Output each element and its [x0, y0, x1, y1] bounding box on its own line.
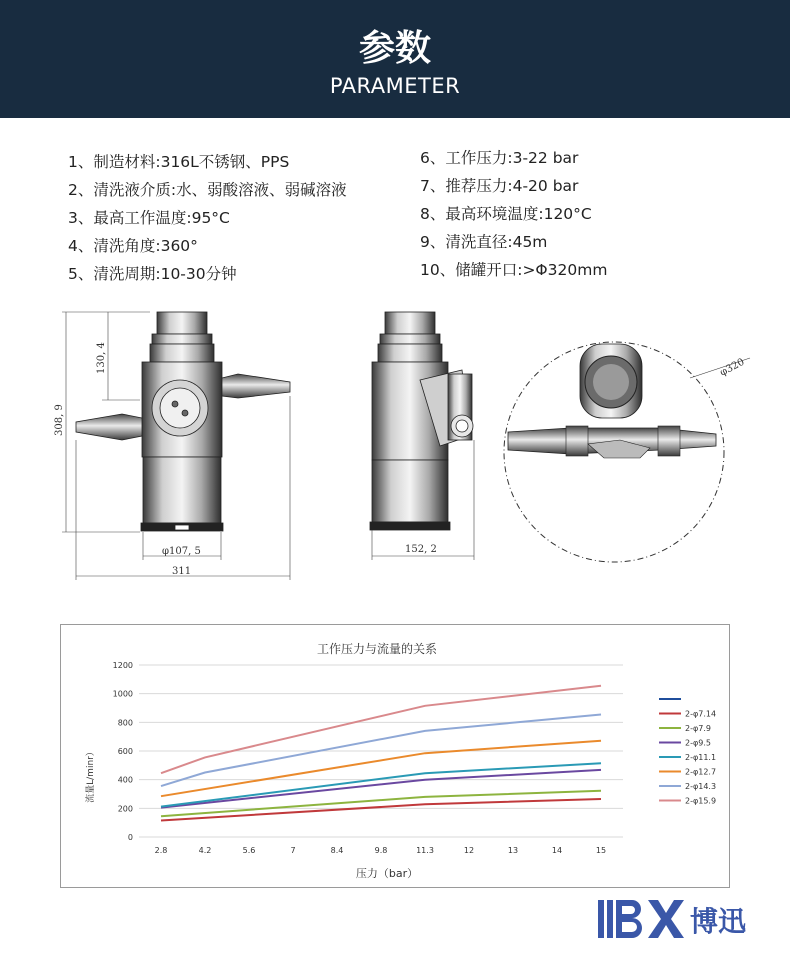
spec-item: 3、最高工作温度:95°C: [68, 209, 230, 227]
x-tick-label: 7: [290, 846, 296, 855]
dim-circle-diameter: φ320: [718, 356, 747, 379]
spec-item: 6、工作压力:3-22 bar: [420, 149, 579, 167]
x-tick-label: 4.2: [198, 846, 212, 855]
y-tick-label: 800: [117, 718, 133, 728]
spec-item: 8、最高环境温度:120°C: [420, 205, 592, 223]
legend-label: 2-φ15.9: [685, 796, 717, 806]
spec-item: 5、清洗周期:10-30分钟: [68, 265, 237, 283]
x-axis-label: 压力（bar）: [355, 867, 419, 880]
spec-list-right: [420, 144, 607, 284]
y-axis-label: 流量L/minr）: [86, 747, 96, 803]
x-tick-label: 12: [463, 846, 475, 855]
spec-list-left: [68, 148, 347, 288]
legend-label: 2-φ7.14: [685, 709, 717, 719]
pressure-flow-chart: [61, 625, 729, 887]
y-tick-label: 1200: [112, 661, 133, 670]
brand-name: 博迅: [690, 905, 747, 938]
legend-label: 2-φ9.5: [685, 738, 711, 748]
page-title: 参数: [358, 28, 431, 69]
spec-item: 10、储罐开口:>Φ320mm: [420, 261, 608, 279]
top-view-drawing: [504, 342, 750, 562]
header-banner: [0, 0, 790, 118]
x-tick-label: 13: [507, 846, 519, 855]
y-tick-label: 1000: [112, 689, 133, 699]
spec-item: 4、清洗角度:360°: [68, 237, 198, 255]
x-tick-label: 11.3: [416, 846, 434, 855]
legend-label: 2-φ11.1: [685, 753, 717, 762]
page-subtitle: PARAMETER: [329, 74, 461, 98]
brand-logo: [596, 896, 766, 942]
x-tick-label: 15: [595, 846, 607, 855]
chart-frame: [60, 624, 730, 888]
dim-top-height: 130, 4: [96, 342, 107, 374]
y-tick-label: 200: [117, 804, 133, 814]
spec-item: 7、推荐压力:4-20 bar: [420, 177, 579, 195]
dim-side-width: 152, 2: [405, 544, 437, 555]
legend-label: 2-φ14.3: [685, 782, 717, 791]
dim-body-diameter: φ107, 5: [162, 546, 201, 557]
y-tick-label: 400: [117, 775, 133, 785]
x-tick-label: 9.8: [374, 846, 388, 855]
spec-item: 1、制造材料:316L不锈钢、PPS: [68, 153, 290, 171]
spec-item: 2、清洗液介质:水、弱酸溶液、弱碱溶液: [68, 181, 347, 199]
legend-label: 2-φ7.9: [685, 724, 711, 733]
dim-width: 311: [172, 566, 192, 577]
x-tick-label: 2.8: [154, 846, 168, 855]
y-tick-label: 600: [117, 747, 133, 756]
legend-label: 2-φ12.7: [685, 767, 717, 777]
bx-logo-mark: [598, 900, 684, 938]
x-tick-label: 5.6: [242, 846, 256, 855]
x-tick-label: 8.4: [330, 846, 344, 855]
chart-title: 工作压力与流量的关系: [316, 642, 438, 656]
y-tick-label: 0: [127, 833, 133, 842]
spec-item: 9、清洗直径:45m: [420, 233, 548, 251]
technical-drawings: [0, 300, 790, 590]
dim-total-height: 308, 9: [54, 404, 65, 436]
side-view-drawing: [370, 312, 473, 530]
x-tick-label: 14: [551, 846, 563, 855]
